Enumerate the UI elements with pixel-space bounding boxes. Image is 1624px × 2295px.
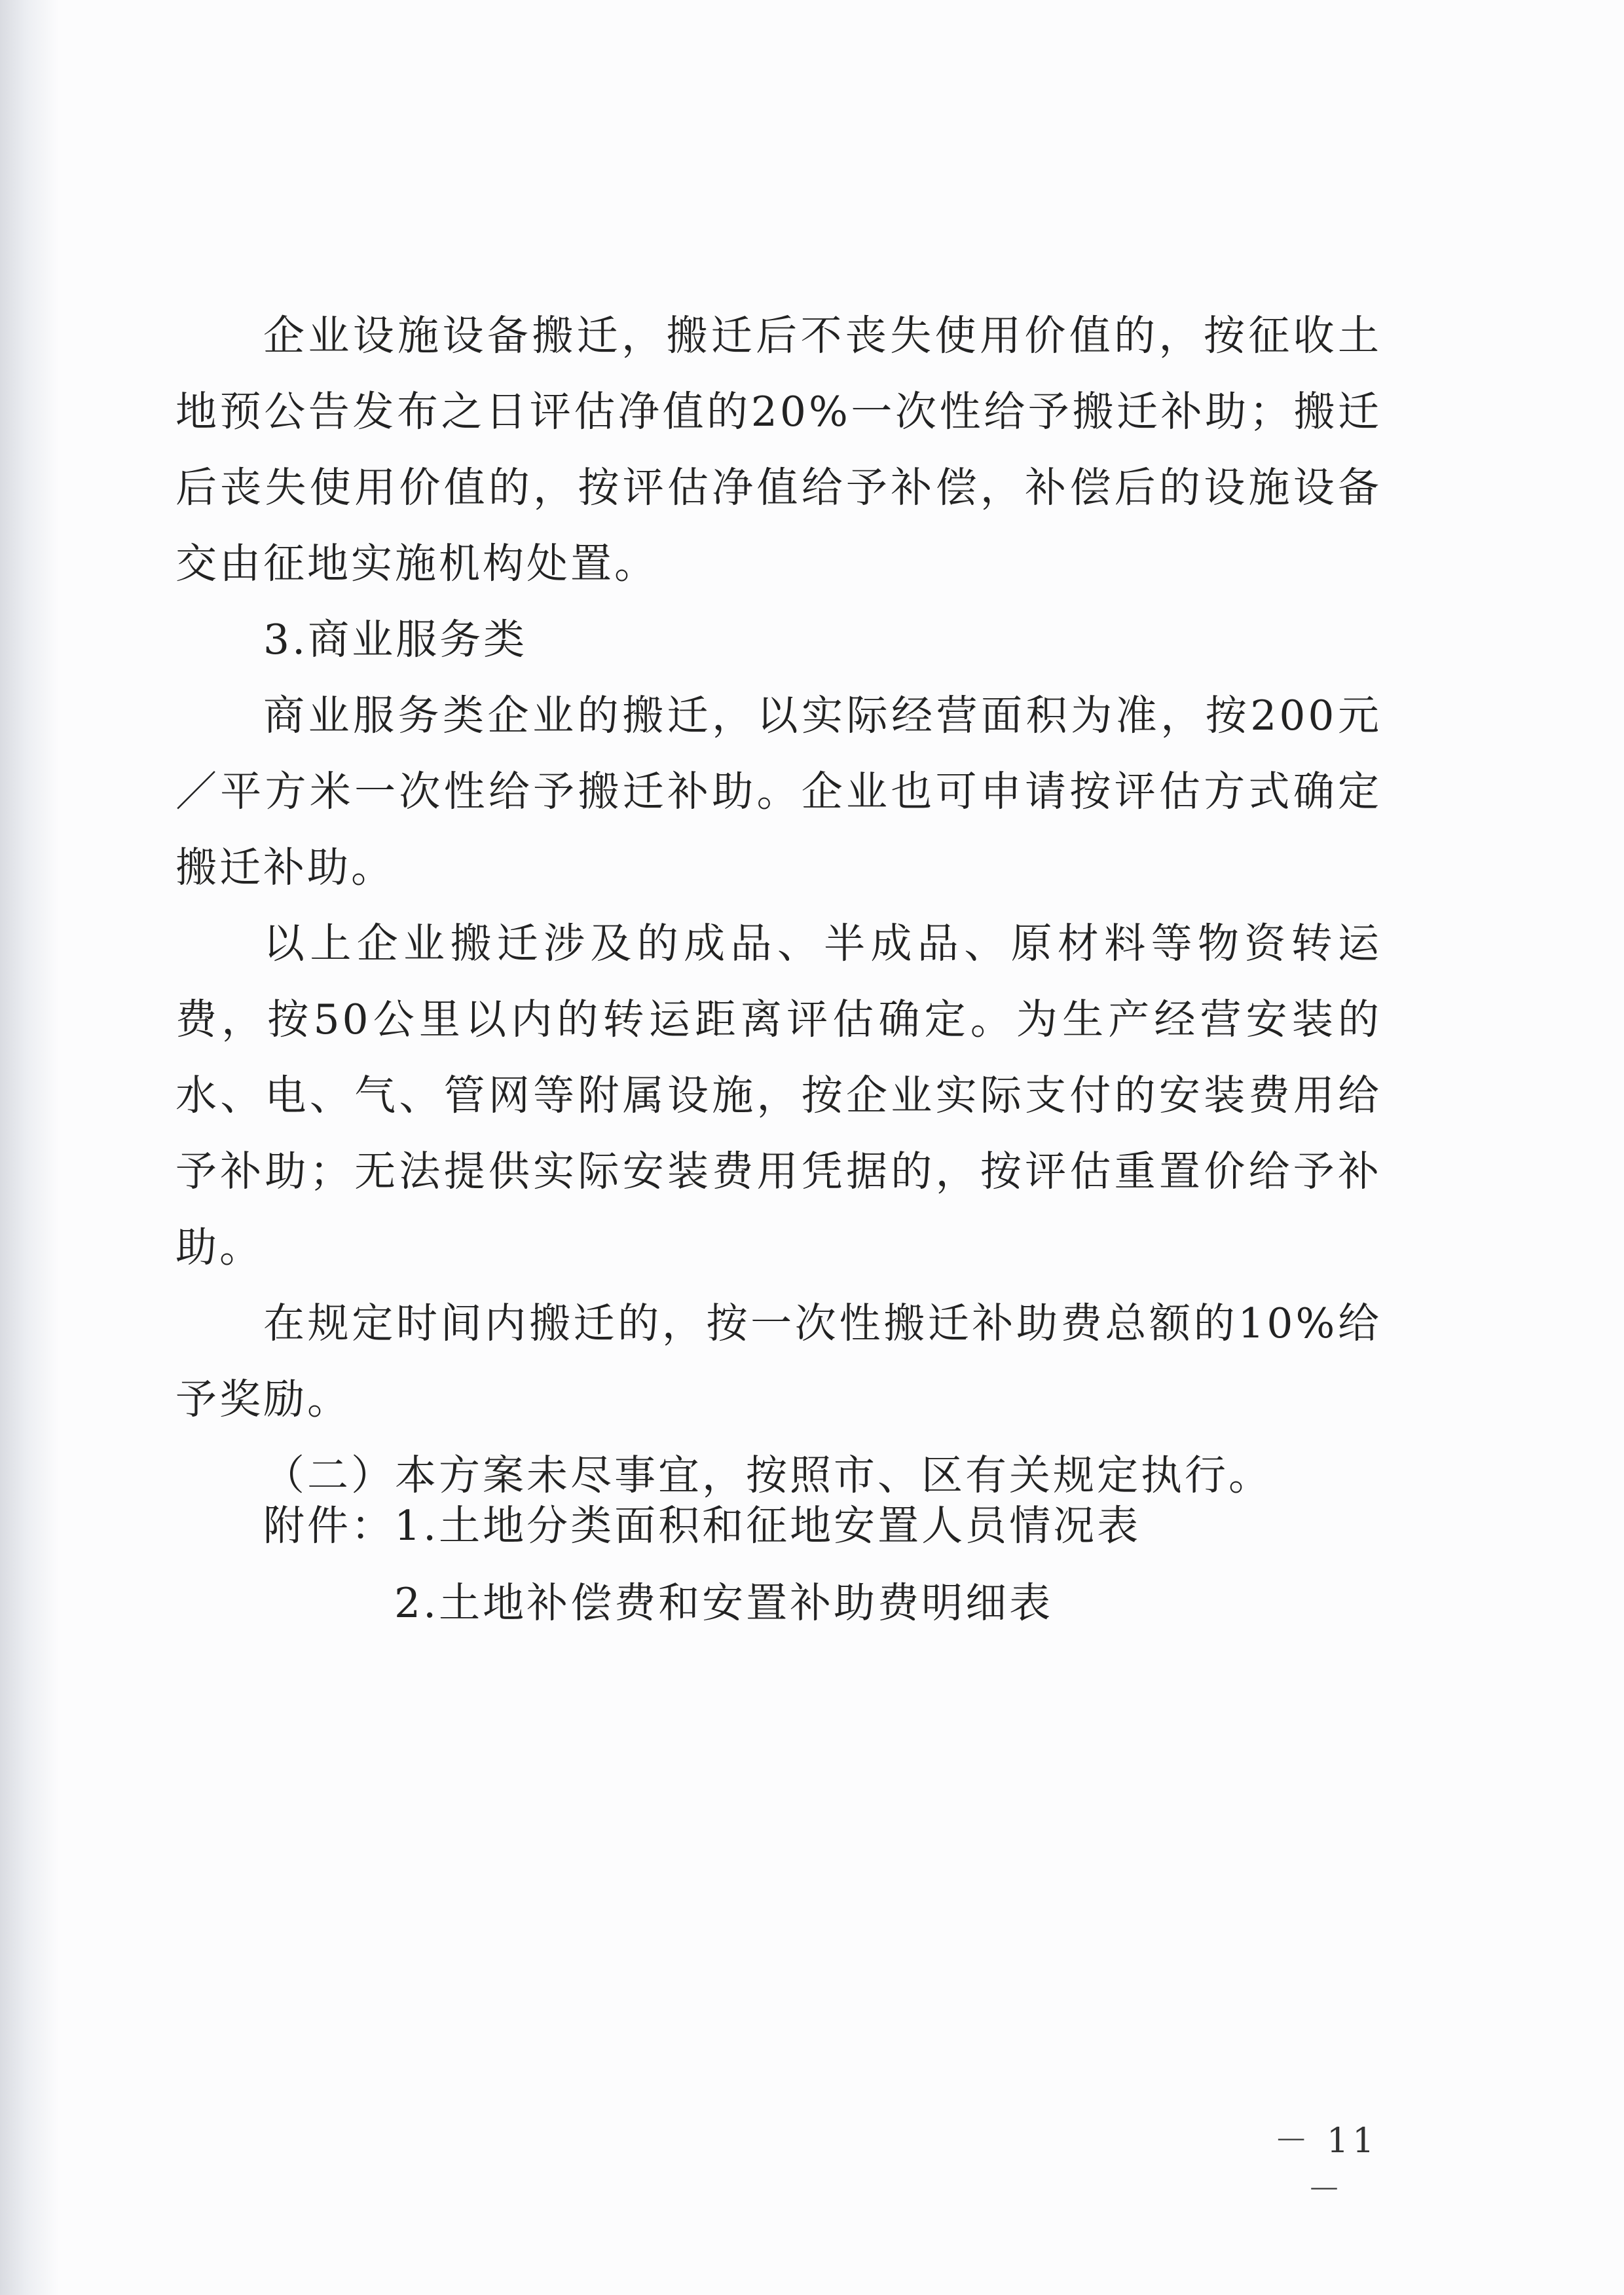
paragraph-equipment-relocation: 企业设施设备搬迁，搬迁后不丧失使用价值的，按征收土地预公告发布之日评估净值的20%一次性给予搬迁补助；搬迁后丧失使用价值的，按评估净值给予补偿，补偿后的设施设备交由征地实施机构处置。 (175, 312, 1382, 588)
attachment-item-1: 1.土地分类面积和征地安置人员情况表 (394, 1502, 1141, 1550)
attachment-item (263, 1565, 1376, 1642)
paragraph-timely-relocation-reward: 在规定时间内搬迁的，按一次性搬迁补助费总额的10%给予奖励。 (175, 1299, 1382, 1423)
paragraph-commercial-relocation: 商业服务类企业的搬迁，以实际经营面积为准，按200元／平方米一次性给予搬迁补助。企业也可申请按评估方式确定搬迁补助。 (175, 692, 1382, 891)
paragraph-transport-and-installation: 以上企业搬迁涉及的成品、半成品、原材料等物资转运费，按50公里以内的转运距离评估确定。为生产经营安装的水、电、气、管网等附属设施，按企业实际支付的安装费用给予补助；无法提供实际安装费用凭据的，按评估重置价给予补助。 (175, 920, 1382, 1271)
attachments-list (263, 1487, 1376, 1642)
attachments-label: 附件： (263, 1502, 395, 1550)
body-text (175, 298, 1382, 1514)
page-number: － 11 － (1274, 2121, 1378, 2210)
attachment-item (263, 1487, 1376, 1565)
binding-edge-shadow (0, 0, 59, 2295)
attachments-label-spacer (263, 1565, 394, 1642)
paragraph-other-matters: （二）本方案未尽事宜，按照市、区有关规定执行。 (263, 1451, 1272, 1499)
attachment-item-2: 2.土地补偿费和安置补助费明细表 (394, 1579, 1054, 1627)
section-heading-commercial-services: 3.商业服务类 (263, 616, 528, 663)
